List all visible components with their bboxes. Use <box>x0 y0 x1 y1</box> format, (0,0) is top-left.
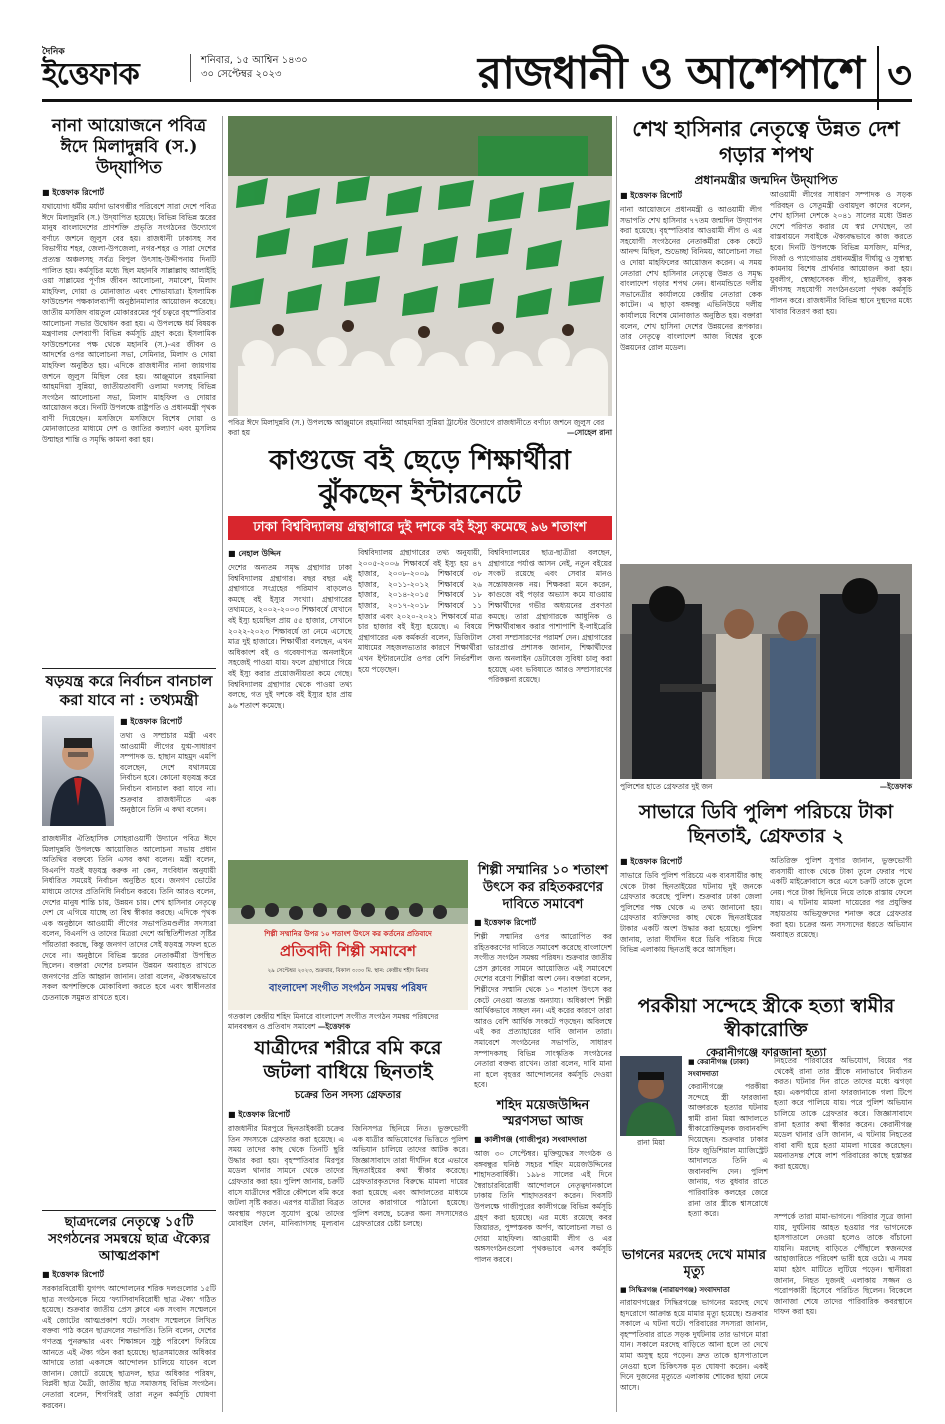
story-savar-byline: ■ ইত্তেফাক রিপোর্ট <box>620 857 683 866</box>
date-box <box>190 54 308 82</box>
story-artists-body: শিল্পী সম্মানির ওপর আরোপিত কর রহিতকরণের দাবিতে সমাবেশ করেছে বাংলাদেশ সংগীত সংগঠন সমন্বয় পরিষদ। শুক্রবার জাতীয় প্রেস ক্লাবের সামনে আয়োজিত এই সমাবেশে দেশের বরেণ্য শিল্পীরা অংশ নেন। বক্তারা বলেন, শিল্পীদের সম্মানি থেকে ১০ শতাংশ উৎসে কর কেটে নেওয়া অত্যন্ত অন্যায্য। অধিকাংশ শিল্পী আর্থিকভাবে সচ্ছল নন। এই করের কারণে তারা আরও বেশি আর্থিক সংকটে পড়ছেন। অবিলম্বে এই কর প্রত্যাহারের দাবি জানান তারা। সমাবেশে সংগঠনের সভাপতি, সাধারণ সম্পাদকসহ বিভিন্ন সাংস্কৃতিক সংগঠনের নেতারা বক্তব্য রাখেন। তারা বলেন, দাবি মানা না হলে বৃহত্তর আন্দোলনের কর্মসূচি দেওয়া হবে। <box>474 932 612 1090</box>
story-milad-byline: ■ ইত্তেফাক রিপোর্ট <box>42 188 105 197</box>
story-birthday-subhead: প্রধানমন্ত্রীর জন্মদিন উদ্‌যাপিত <box>694 173 838 187</box>
artists-credit: —ইত্তেফাক <box>317 1022 351 1031</box>
rally-banner-date: ২৯ সেপ্টেম্বর ২০২৩, শুক্রবার, বিকাল ৩:৩০ মি. স্থান: কেন্দ্রীয় শহীদ মিনার <box>267 968 429 974</box>
procession-caption: পবিত্র ঈদে মিলাদুন্নবি (স.) উপলক্ষে আঞ্জুমানে রহমানিয়া আহমদিয়া সুন্নিয়া ট্রাস্টের উদ্যোগে রাজধানীতে বর্ণাঢ্য জশনে জুলুস বের করা হয় <box>228 418 605 437</box>
story-student-unity <box>42 1214 216 1424</box>
procession-credit: —সোহেল রানা <box>566 428 612 437</box>
story-birthday-byline: ■ ইত্তেফাক রিপোর্ট <box>620 191 683 200</box>
story-uncle-body: নারায়ণগঞ্জের সিদ্ধিরগঞ্জে ভাগনের মরদেহ দেখে হৃদরোগে আক্রান্ত হয়ে মামার মৃত্যু হয়েছে। শুক্রবার সকালে এ ঘটনা ঘটে। পরিবারের সদস্যরা জানান, বৃহস্পতিবার রাতে সড়ক দুর্ঘটনায় তার ভাগনে মারা যান। সকালে মরদেহ বাড়িতে আনা হলে তা দেখে মামা অসুস্থ হয়ে পড়েন। দ্রুত তাকে হাসপাতালে নেওয়া হলে চিকিৎসক মৃত ঘোষণা করেন। একই দিনে দুজনের মৃত্যুতে এলাকায় শোকের ছায়া নেমে আসে। <box>620 1298 768 1392</box>
story-student-unity-headline: ছাত্রদলের নেতৃত্বে ১৫টি সংগঠনের সমন্বয়ে ছাত্র ঐক্যের আত্মপ্রকাশ <box>48 1214 210 1264</box>
story-murder-col1 <box>688 1056 768 1219</box>
story-moyezuddin-body: আজ ৩০ সেপ্টেম্বর। মুক্তিযুদ্ধের সংগঠক ও বঙ্গবন্ধুর ঘনিষ্ঠ সহচর শহিদ ময়েজউদ্দিনের শাহাদতবার্ষিকী। ১৯৮৪ সালের এই দিনে স্বৈরাচারবিরোধী আন্দোলনে নেতৃত্বদানকালে ঢাকায় তিনি শাহাদতবরণ করেন। দিবসটি উপলক্ষে গাজীপুরের কালীগঞ্জে বিভিন্ন কর্মসূচি গ্রহণ করা হয়েছে। এর মধ্যে রয়েছে কবর জিয়ারত, পুষ্পস্তবক অর্পণ, আলোচনা সভা ও দোয়া মাহফিল। আওয়ামী লীগ ও এর অঙ্গসংগঠনগুলো পৃথকভাবে এসব কর্মসূচি পালন করবে। <box>474 1149 612 1264</box>
story-murder-byline: ■ কেরানীগঞ্জ (ঢাকা) সংবাদদাতা <box>688 1058 750 1078</box>
story-uncle-body-right: সম্পর্কে তারা মামা-ভাগনে। পরিবার সূত্রে জানা যায়, দুর্ঘটনায় আহত হওয়ার পর ভাগনেকে হাসপাতালে নেওয়া হলেও তাকে বাঁচানো যায়নি। মরদেহ বাড়িতে পৌঁছালে স্বজনদের আহাজারিতে পরিবেশ ভারী হয়ে ওঠে। এ সময় মামা হঠাৎ মাটিতে লুটিয়ে পড়েন। স্থানীয়রা জানান, নিহত দুজনই এলাকায় সজ্জন ও পরোপকারী হিসেবে পরিচিত ছিলেন। বিকেলে জানাজা শেষে তাদের পারিবারিক কবরস্থানে দাফন করা হয়। <box>774 1212 912 1317</box>
story-minister-headline: ষড়যন্ত্র করে নির্বাচন বানচাল করা যাবে না : তথ্যমন্ত্রী <box>45 672 213 709</box>
story-books-headline: কাগুজে বই ছেড়ে শিক্ষার্থীরা ঝুঁকছেন ইন্টারনেটে <box>269 445 571 510</box>
rally-banner-top: শিল্পী সম্মানির উপর ১০ শতাংশ উৎসে কর কর্তনের প্রতিবাদে <box>264 930 432 938</box>
column-rule <box>616 116 617 1412</box>
story-savar <box>620 800 912 848</box>
story-books-col2 <box>358 548 482 848</box>
story-artists-headline: শিল্পী সম্মানির ১০ শতাংশ উৎসে কর রহিতকরণের দাবিতে সমাবেশ <box>477 863 609 912</box>
story-robbery-headline: যাত্রীদের শরীরে বমি করে জটলা বাধিয়ে ছিনতাই <box>254 1037 442 1083</box>
story-moyezuddin-headline: শহিদ ময়েজউদ্দিন স্মরণসভা আজ <box>496 1098 590 1129</box>
page-number: ৩ <box>877 46 912 110</box>
story-savar-col1 <box>620 856 762 985</box>
story-moyezuddin-byline: ■ কালীগঞ্জ (গাজীপুর) সংবাদদাতা <box>474 1135 587 1144</box>
story-minister-side-body: তথ্য ও সম্প্রচার মন্ত্রী এবং আওয়ামী লীগের যুগ্ম-সাধারণ সম্পাদক ড. হাছান মাহমুদ এমপি বলেছেন, দেশে যথাসময়ে নির্বাচন হবে। কোনো ষড়যন্ত্র করে নির্বাচন বানচাল করা যাবে না। শুক্রবার রাজধানীতে এক অনুষ্ঠানে তিনি এ কথা বলেন। <box>120 731 216 815</box>
rally-banner-main: প্রতিবাদী শিল্পী সমাবেশ <box>279 942 417 960</box>
story-murder <box>620 994 912 1063</box>
artists-rally-photo <box>228 860 468 1010</box>
story-birthday-body2: আওয়ামী লীগের সাধারণ সম্পাদক ও সড়ক পরিবহন ও সেতুমন্ত্রী ওবায়দুল কাদের বলেন, শেখ হাসিনা দেশকে ২০৪১ সালের মধ্যে উন্নত দেশে পরিণত করার যে স্বপ্ন দেখছেন, তা বাস্তবায়নে সবাইকে ঐক্যবদ্ধভাবে কাজ করতে হবে। দিনটি উপলক্ষে বিভিন্ন মসজিদ, মন্দির, গির্জা ও প্যাগোডায় প্রধানমন্ত্রীর দীর্ঘায়ু ও সুস্বাস্থ্য কামনায় বিশেষ প্রার্থনার আয়োজন করা হয়। যুবলীগ, স্বেচ্ছাসেবক লীগ, ছাত্রলীগ, কৃষক লীগসহ সহযোগী সংগঠনগুলো পৃথক কর্মসূচি পালন করে। রাজধানীর বিভিন্ন স্থানে দুস্থদের মধ্যে খাবার বিতরণ করা হয়। <box>770 190 912 316</box>
story-uncle-col2 <box>774 1212 912 1412</box>
story-robbery-body: রাজধানীর মিরপুরে ছিনতাইকারী চক্রের তিন সদস্যকে গ্রেফতার করা হয়েছে। এ সময় তাদের কাছ থেকে তিনটি ছুরি উদ্ধার করা হয়। বৃহস্পতিবার মিরপুর মডেল থানার সামনে থেকে তাদের গ্রেফতার করা হয়। পুলিশ জানায়, চক্রটি বাসে যাত্রীদের শরীরে কৌশলে বমি করে জটলা সৃষ্টি করত। এরপর যাত্রীরা বিব্রত অবস্থায় পড়লে সুযোগ বুঝে তাদের মোবাইল ফোন, মানিব্যাগসহ মূল্যবান জিনিসপত্র ছিনিয়ে নিত। ভুক্তভোগী এক যাত্রীর অভিযোগের ভিত্তিতে পুলিশ অভিযান চালিয়ে তাদের আটক করে। জিজ্ঞাসাবাদে তারা দীর্ঘদিন ধরে এভাবে ছিনতাইয়ের কথা স্বীকার করেছে। গ্রেফতারকৃতদের বিরুদ্ধে মামলা দায়ের করা হয়েছে এবং আদালতের মাধ্যমে তাদের কারাগারে পাঠানো হয়েছে। পুলিশ বলছে, চক্রের অন্য সদস্যদেরও গ্রেফতারের চেষ্টা চলছে। <box>228 1124 468 1229</box>
story-birthday-body1: নানা আয়োজনে প্রধানমন্ত্রী ও আওয়ামী লীগ সভাপতি শেখ হাসিনার ৭৭তম জন্মদিন উদ্‌যাপন করা হয়েছে। বৃহস্পতিবার আওয়ামী লীগ ও এর সহযোগী সংগঠনের নেতাকর্মীরা কেক কেটে আনন্দ মিছিল, শুভেচ্ছা বিনিময়, আলোচনা সভা ও দোয়া মাহফিলের আয়োজন করেন। এ সময় নেতারা শেখ হাসিনার নেতৃত্বে উন্নত ও সমৃদ্ধ বাংলাদেশ গড়ার শপথ নেন। ধানমন্ডিতে দলীয় সভানেত্রীর কার্যালয়ে কেন্দ্রীয় নেতারা কেক কাটেন। এ ছাড়া বঙ্গবন্ধু এভিনিউয়ে দলীয় কার্যালয়ে বিশেষ মোনাজাত অনুষ্ঠিত হয়। বক্তারা বলেন, শেখ হাসিনা দেশের উন্নয়নের রূপকার। তার নেতৃত্বে বাংলাদেশ আজ বিশ্বের বুকে উন্নয়নের রোল মডেল। <box>620 205 762 352</box>
logo-big-text: ইত্তেফাক <box>42 57 139 92</box>
story-savar-col2 <box>770 856 912 982</box>
police-credit: —ইত্তেফাক <box>879 782 912 791</box>
story-minister-byline: ■ ইত্তেফাক রিপোর্ট <box>120 717 183 726</box>
story-savar-body1: সাভারে ডিবি পুলিশ পরিচয়ে এক ব্যবসায়ীর কাছ থেকে টাকা ছিনতাইয়ের ঘটনায় দুই জনকে গ্রেফতার করেছে পুলিশ। শুক্রবার ঢাকা জেলা পুলিশের পক্ষ থেকে এ তথ্য জানানো হয়। গ্রেফতার ব্যক্তিদের কাছ থেকে ছিনতাইয়ের টাকার একটি অংশ উদ্ধার করা হয়েছে। পুলিশ জানায়, তারা দীর্ঘদিন ধরে ডিবি পরিচয় দিয়ে বিভিন্ন এলাকায় ছিনতাই করে আসছিল। <box>620 871 762 955</box>
story-savar-headline: সাভারে ডিবি পুলিশ পরিচয়ে টাকা ছিনতাই, গ্রেফতার ২ <box>639 801 893 847</box>
story-birthday-headline: শেখ হাসিনার নেতৃত্বে উন্নত দেশ গড়ার শপথ <box>632 116 900 167</box>
artists-caption-wrap <box>228 1012 468 1032</box>
story-books <box>228 444 612 512</box>
masthead <box>42 40 912 102</box>
story-milad-body: যথাযোগ্য ধর্মীয় মর্যাদা ভাবগম্ভীর পরিবেশে সারা দেশে পবিত্র ঈদে মিলাদুন্নবি (স.) উদ্‌যাপিত হয়েছে। বিভিন্ন বিভিন্ন স্তরের মানুষ বাংলাদেশের প্রাণশক্তি প্রভৃতি সংগঠনের উদ্যোগে বর্ণাঢ্য জশনে জুলুস বের হয়। রাজধানী ঢাকাসহ সব বিভাগীয় শহর, জেলা-উপজেলা, নগর-শহর ও সারা দেশের প্রত্যন্ত অঞ্চলসহ সর্বত্র বিপুল উৎসাহ-উদ্দীপনায় দিনটি পালিত হয়। কর্মসূচির মধ্যে ছিল মহানবি সাল্লাল্লাহু আলাইহি ওয়া সাল্লামের পূর্ণাঙ্গ জীবন আলোচনা, সমাবেশ, মিলাদ মাহফিল, দোয়া ও মোনাজাত এবং শোভাযাত্রা। ইসলামিক ফাউন্ডেশন পক্ষকালব্যাপী অনুষ্ঠানমালার আয়োজন করেছে। জাতীয় মসজিদ বায়তুল মোকাররমের পূর্ব চত্বরে বৃহস্পতিবার আলোচনা সভার উদ্বোধন করা হয়। এ উপলক্ষে ধর্ম বিষয়ক মন্ত্রণালয় দেশব্যাপী বিভিন্ন কর্মসূচি গ্রহণ করে। ইসলামিক ফাউন্ডেশনের পক্ষ থেকে মহানবি (স.)-এর জীবন ও আদর্শের ওপর আলোচনা সভা, সেমিনার, মিলাদ ও দোয়া মাহফিল অনুষ্ঠিত হয়। এদিকে রাজধানীর নানা জায়গায় জশনে জুলুস মিছিল বের হয়। আঞ্জুমানে রহমানিয়া আহমদিয়া সুন্নিয়া, জাতীয়তাবাদী ওলামা দলসহ বিভিন্ন সংগঠন আলোচনা সভা, মিলাদ মাহফিল ও দোয়ার আয়োজন করে। দিনটি উপলক্ষে রাষ্ট্রপতি ও প্রধানমন্ত্রী পৃথক বাণী দিয়েছেন। মসজিদে মসজিদে বিশেষ দোয়া ও মোনাজাতের মাধ্যমে দেশ ও জাতির কল্যাণ এবং মুসলিম উম্মাহর শান্তি ও সমৃদ্ধি কামনা করা হয়। <box>42 202 216 445</box>
rally-banner <box>228 924 468 1010</box>
accused-caption: রানা মিয়া <box>637 1138 665 1147</box>
rally-banner-org: বাংলাদেশ সংগীত সংগঠন সমন্বয় পরিষদ <box>268 983 428 994</box>
story-books-body2: বিশ্ববিদ্যালয় গ্রন্থাগারের তথ্য অনুযায়ী, ২০০৫-২০০৬ শিক্ষাবর্ষে বই ইস্যু হয় ৪৭ হাজার, ২০০৮-২০০৯ শিক্ষাবর্ষে ৩৮ হাজার, ২০১১-২০১২ শিক্ষাবর্ষে ২৬ হাজার, ২০১৪-২০১৫ শিক্ষাবর্ষে ১৮ হাজার, ২০১৭-২০১৮ শিক্ষাবর্ষে ১১ হাজার এবং ২০২০-২০২১ শিক্ষাবর্ষে মাত্র চার হাজার বই ইস্যু হয়েছে। এ বিষয়ে গ্রন্থাগারের এক কর্মকর্তা বলেন, ডিজিটাল মাধ্যমের সহজলভ্যতার কারণে শিক্ষার্থীরা এখন ইন্টারনেটের ওপর বেশি নির্ভরশীল হয়ে পড়েছেন। <box>358 548 482 674</box>
story-books-body3: বিশ্ববিদ্যালয়ের ছাত্র-ছাত্রীরা বলছেন, গ্রন্থাগারে পর্যাপ্ত আসন নেই, নতুন বইয়ের সংকট রয়েছে এবং সেবার মানও সন্তোষজনক নয়। শিক্ষকরা মনে করেন, কাগুজে বই পড়ার অভ্যাস কমে যাওয়ায় শিক্ষার্থীদের গভীর অধ্যয়নের প্রবণতা কমছে। তারা গ্রন্থাগারকে আধুনিক ও শিক্ষার্থীবান্ধব করার পাশাপাশি ই-লাইব্রেরি সেবা সম্প্রসারণের পরামর্শ দেন। গ্রন্থাগারের ভারপ্রাপ্ত প্রশাসক জানান, শিক্ষার্থীদের জন্য অনলাইন ডেটাবেজ সুবিধা চালু করা হয়েছে এবং ভবিষ্যতে আরও সম্প্রসারণের পরিকল্পনা রয়েছে। <box>488 548 612 685</box>
story-books-col1 <box>228 548 352 853</box>
story-robbery-byline: ■ ইত্তেফাক রিপোর্ট <box>228 1110 291 1119</box>
police-caption-wrap <box>620 782 912 792</box>
procession-caption-wrap <box>228 418 612 438</box>
story-birthday-col2 <box>770 190 912 560</box>
story-uncle-headline: ভাগনের মরদেহ দেখে মামার মৃত্যু <box>622 1248 766 1279</box>
story-books-byline: ■ নেহাল উদ্দিন <box>228 549 281 558</box>
accused-photo <box>620 1056 682 1136</box>
section-title: রাজধানী ও আশেপাশে <box>478 48 864 99</box>
divider <box>42 668 216 669</box>
story-minister-body: রাজধানীর ঐতিহাসিক সোহরাওয়ার্দী উদ্যানে পবিত্র ঈদে মিলাদুন্নবি উপলক্ষে আয়োজিত আলোচনা সভায় প্রধান অতিথির বক্তব্যে তিনি এসব কথা বলেন। মন্ত্রী বলেন, বিএনপি যতই ষড়যন্ত্র করুক না কেন, সংবিধান অনুযায়ী নির্ধারিত সময়েই নির্বাচন অনুষ্ঠিত হবে। জনগণ ভোটের মাধ্যমে তাদের প্রতিনিধি নির্বাচন করবে। তিনি আরও বলেন, দেশের মানুষ শান্তি চায়, উন্নয়ন চায়। শেখ হাসিনার নেতৃত্বে দেশ যে এগিয়ে যাচ্ছে তা বিশ্ব স্বীকার করছে। এদিকে পৃথক এক অনুষ্ঠানে আওয়ামী লীগের সভাপতিমণ্ডলীর সদস্যরা বলেন, বিএনপি ও তাদের মিত্ররা দেশে অস্থিতিশীলতা সৃষ্টির পাঁয়তারা করছে, কিন্তু জনগণ তাদের সেই ষড়যন্ত্র সফল হতে দেবে না। অনুষ্ঠানে বিভিন্ন স্তরের নেতাকর্মীরা উপস্থিত ছিলেন। বক্তারা দেশের চলমান উন্নয়ন অব্যাহত রাখতে জনগণের প্রতি আহ্বান জানান। তারা বলেন, ঐক্যবদ্ধভাবে সকল অপশক্তিকে মোকাবিলা করতে হবে এবং স্বাধীনতার চেতনাকে সমুন্নত রাখতে হবে। <box>42 834 216 1002</box>
column-rule <box>222 116 223 1412</box>
story-murder-subhead: কেরানীগঞ্জে ফারজানা হত্যা <box>705 1046 827 1059</box>
story-murder-body1: কেরানীগঞ্জে পরকীয়া সন্দেহে স্ত্রী ফারজানা আক্তারকে হত্যার ঘটনায় স্বামী রানা মিয়া আদালতে স্বীকারোক্তিমূলক জবানবন্দি দিয়েছেন। শুক্রবার ঢাকার চিফ জুডিশিয়াল ম্যাজিস্ট্রেট আদালতে তিনি এ জবানবন্দি দেন। পুলিশ জানায়, গত বুধবার রাতে পারিবারিক কলহের জেরে রানা তার স্ত্রীকে শ্বাসরোধে হত্যা করে। <box>688 1082 768 1219</box>
story-minister <box>42 672 216 1244</box>
story-moyezuddin <box>474 1098 612 1359</box>
police-photo <box>620 564 912 779</box>
story-robbery-subhead: চক্রের তিন সদস্য গ্রেফতার <box>294 1090 402 1101</box>
story-artists-byline: ■ ইত্তেফাক রিপোর্ট <box>474 918 537 927</box>
date-gregorian: ৩০ সেপ্টেম্বর ২০২৩ <box>201 69 282 80</box>
story-savar-body2: অতিরিক্ত পুলিশ সুপার জানান, ভুক্তভোগী ব্যবসায়ী ব্যাংক থেকে টাকা তুলে ফেরার পথে একটি মাইক্রোবাসে করে এসে চক্রটি তাকে তুলে নেয়। পরে টাকা ছিনিয়ে নিয়ে তাকে রাস্তায় ফেলে যায়। এ ঘটনায় মামলা দায়েরের পর প্রযুক্তির সহায়তায় অভিযুক্তদের শনাক্ত করে গ্রেফতার করা হয়। চক্রের অন্য সদস্যদের ধরতে অভিযান অব্যাহত রয়েছে। <box>770 856 912 940</box>
artists-caption: গতকাল কেন্দ্রীয় শহিদ মিনারে বাংলাদেশ সংগীত সংগঠন সমন্বয় পরিষদের মানববন্ধন ও প্রতিবাদ সমাবেশ <box>228 1012 439 1031</box>
logo-small-text: দৈনিক <box>42 47 65 57</box>
procession-photo <box>228 116 612 416</box>
story-uncle <box>620 1248 768 1416</box>
story-murder-headline: পরকীয়া সন্দেহে স্ত্রীকে হত্যা স্বামীর স্বীকারোক্তি <box>637 995 895 1041</box>
divider <box>42 1210 216 1211</box>
story-birthday <box>620 116 912 192</box>
story-birthday-col1 <box>620 190 762 515</box>
newspaper-logo <box>42 44 172 94</box>
story-books-col3 <box>488 548 612 848</box>
story-student-unity-body: সরকারবিরোধী যুগপৎ আন্দোলনের শরিক দলগুলোর ১৫টি ছাত্র সংগঠনকে নিয়ে ‘ফ্যাসিবাদবিরোধী ছাত্র ঐক্য’ গঠিত হয়েছে। শুক্রবার জাতীয় প্রেস ক্লাবে এক সংবাদ সম্মেলনে এই জোটের আত্মপ্রকাশ ঘটে। সংবাদ সম্মেলনে লিখিত বক্তব্য পাঠ করেন ছাত্রদলের সভাপতি। তিনি বলেন, দেশের গণতন্ত্র পুনরুদ্ধার এবং শিক্ষাঙ্গনে সুষ্ঠু পরিবেশ ফিরিয়ে আনতে এই ঐক্য গঠন করা হয়েছে। ছাত্রসমাজের অধিকার আদায়ে তারা একসঙ্গে আন্দোলন চালিয়ে যাবেন বলে জানান। জোটে রয়েছে ছাত্রদল, ছাত্র অধিকার পরিষদ, বিপ্লবী ছাত্র মৈত্রী, জাতীয় ছাত্র সমাজসহ বিভিন্ন সংগঠন। নেতারা বলেন, শিগগিরই তারা নতুন কর্মসূচি ঘোষণা করবেন। <box>42 1284 216 1410</box>
story-murder-col2 <box>774 1056 912 1206</box>
story-robbery <box>228 1036 468 1414</box>
story-books-body1: দেশের অন্যতম সমৃদ্ধ গ্রন্থাগার ঢাকা বিশ্ববিদ্যালয় গ্রন্থাগার। বছর বছর এই গ্রন্থাগারে সংগ্রহের পরিমাণ বাড়লেও কমছে বই ইস্যুর সংখ্যা। গ্রন্থাগারের তথ্যমতে, ২০০২-২০০৩ শিক্ষাবর্ষে যেখানে বই ইস্যু হয়েছিল প্রায় ৫৫ হাজার, সেখানে ২০২২-২০২৩ শিক্ষাবর্ষে তা নেমে এসেছে মাত্র দুই হাজারে। শিক্ষার্থীরা বলছেন, এখন অধিকাংশ বই ও গবেষণাপত্র অনলাইনে সহজেই পাওয়া যায়। ফলে গ্রন্থাগারে গিয়ে বই ইস্যু করার প্রয়োজনীয়তা কমে গেছে। বিশ্ববিদ্যালয় গ্রন্থাগার থেকে পাওয়া তথ্য বলছে, গত দুই দশকে বই ইস্যুর হার প্রায় ৯৬ শতাংশ কমেছে। <box>228 563 352 710</box>
story-murder-body2: নিহতের পরিবারের অভিযোগ, বিয়ের পর থেকেই রানা তার স্ত্রীকে নানাভাবে নির্যাতন করত। ঘটনার দিন রাতে তাদের মধ্যে ঝগড়া হয়। একপর্যায়ে রানা ফারজানাকে গলা টিপে হত্যা করে পালিয়ে যায়। পরে পুলিশ অভিযান চালিয়ে তাকে গ্রেফতার করে। জিজ্ঞাসাবাদে রানা হত্যার কথা স্বীকার করেন। কেরানীগঞ্জ মডেল থানার ওসি জানান, এ ঘটনায় নিহতের বাবা বাদী হয়ে হত্যা মামলা দায়ের করেছেন। ময়নাতদন্ত শেষে লাশ পরিবারের কাছে হস্তান্তর করা হয়েছে। <box>774 1056 912 1171</box>
story-milad <box>42 116 216 642</box>
police-caption: পুলিশের হাতে গ্রেফতার দুই জন <box>620 782 713 791</box>
story-milad-headline: নানা আয়োজনে পবিত্র ঈদে মিলাদুন্নবি (স.) উদ্‌যাপিত <box>51 116 207 178</box>
date-bengali: শনিবার, ১৫ আশ্বিন ১৪৩০ <box>201 55 308 66</box>
story-uncle-byline: ■ সিদ্ধিরগঞ্জ (নারায়ণগঞ্জ) সংবাদদাতা <box>620 1286 730 1294</box>
minister-photo <box>42 716 114 826</box>
story-student-unity-byline: ■ ইত্তেফাক রিপোর্ট <box>42 1270 105 1279</box>
story-books-subhead: ঢাকা বিশ্ববিদ্যালয় গ্রন্থাগারে দুই দশকে বই ইস্যু কমেছে ৯৬ শতাংশ <box>228 516 612 540</box>
